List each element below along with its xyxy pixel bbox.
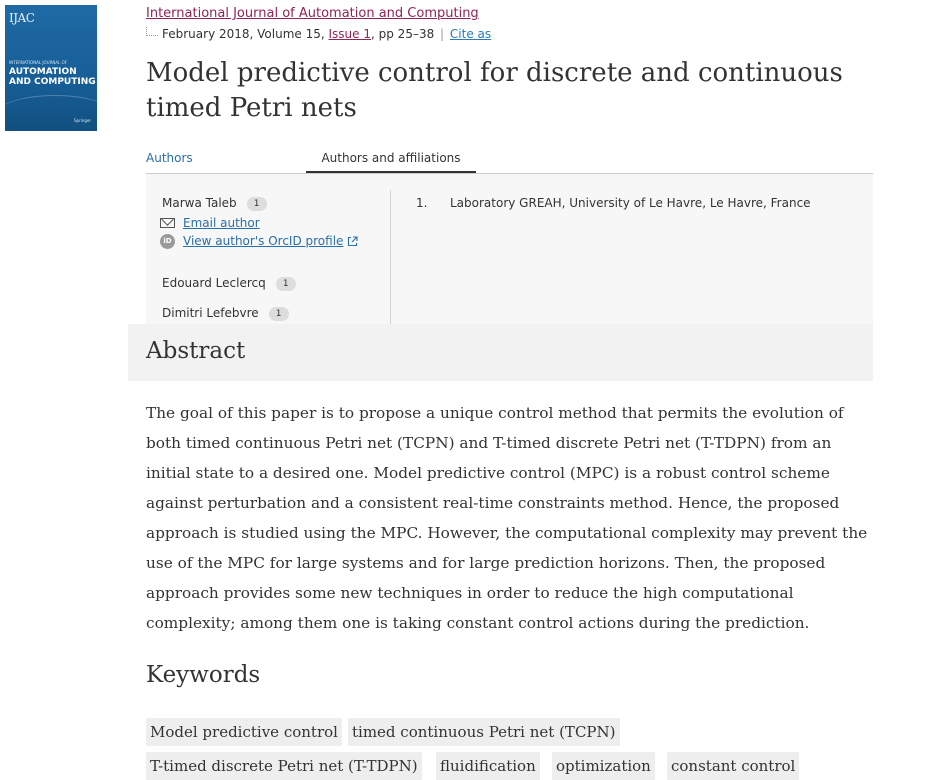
author-item <box>162 196 267 211</box>
email-author-label[interactable]: Email author <box>183 216 260 230</box>
affiliation-badge[interactable]: 1 <box>269 307 289 321</box>
affiliation-text: Laboratory GREAH, University of Le Havre, Le Havre, France <box>450 196 811 210</box>
abstract-header-bar[interactable] <box>128 324 873 381</box>
orcid-profile-label[interactable]: View author's OrcID profile <box>183 234 344 248</box>
cover-short-title: IJAC <box>9 11 35 25</box>
meta-separator: | <box>440 27 445 41</box>
author-tabs <box>146 148 873 174</box>
cover-publisher: Springer <box>73 118 91 123</box>
keywords-heading: Keywords <box>146 662 261 688</box>
abstract-text: The goal of this paper is to propose a unique control method that permits the evolution of both timed continuous Petri net (TCPN) and T-timed discrete Petri net (T-TDPN) from an initial state to a desired one. Model predictive control (MPC) is a robust control scheme against perturbation and a consistent real-time constraints method. Hence, the proposed approach is studied using the MPC. However, the computational complexity may prevent the use of the MPC for large systems and for large prediction horizons. Then, the proposed approach provides some new techniques in order to reduce the high computational complexity; among them one is taking constant control actions during the prediction. <box>146 404 868 632</box>
affiliation-item <box>416 196 811 210</box>
author-item <box>162 306 289 321</box>
author-name[interactable]: Dimitri Lefebvre <box>162 306 259 320</box>
date-volume: February 2018, Volume 15, <box>162 27 325 41</box>
author-item <box>162 276 296 291</box>
tab-authors[interactable]: Authors <box>146 151 193 165</box>
cover-decoration <box>5 95 97 131</box>
keyword-tag[interactable]: Model predictive control <box>146 718 342 746</box>
cover-title-line2: AND COMPUTING <box>9 77 96 87</box>
envelope-icon <box>160 218 175 228</box>
orcid-profile-link[interactable] <box>160 234 358 249</box>
keyword-tag[interactable]: optimization <box>552 752 655 780</box>
pages: , pp 25–38 <box>371 27 435 41</box>
keyword-tag[interactable]: constant control <box>667 752 799 780</box>
journal-link[interactable]: International Journal of Automation and Computing <box>146 6 479 21</box>
cover-intl-label: INTERNATIONAL JOURNAL OF <box>9 60 68 65</box>
author-name[interactable]: Edouard Leclercq <box>162 276 266 290</box>
keyword-tag[interactable]: timed continuous Petri net (TCPN) <box>348 718 620 746</box>
affiliation-number: 1. <box>416 196 428 210</box>
tab-authors-and-affiliations[interactable]: Authors and affiliations <box>306 151 476 173</box>
external-link-icon <box>347 236 358 247</box>
journal-cover-image[interactable] <box>5 5 97 131</box>
cover-title <box>9 67 96 87</box>
cover-title-line1: AUTOMATION <box>9 67 77 77</box>
email-author-link[interactable] <box>160 216 260 230</box>
affiliation-badge[interactable]: 1 <box>247 197 267 211</box>
panel-divider <box>390 190 391 324</box>
issue-link[interactable]: Issue 1 <box>328 27 371 41</box>
keyword-tag[interactable]: T-timed discrete Petri net (T-TDPN) <box>146 752 422 780</box>
article-meta <box>146 27 491 41</box>
keyword-tag[interactable]: fluidification <box>436 752 540 780</box>
article-title: Model predictive control for discrete and continuous timed Petri nets <box>146 58 843 123</box>
author-name[interactable]: Marwa Taleb <box>162 196 237 210</box>
cite-as-link[interactable]: Cite as <box>449 27 492 41</box>
orcid-icon: iD <box>160 234 175 249</box>
affiliation-badge[interactable]: 1 <box>276 277 296 291</box>
authors-panel <box>146 174 873 324</box>
abstract-heading[interactable]: Abstract <box>146 338 246 364</box>
tree-connector-icon <box>146 27 158 36</box>
